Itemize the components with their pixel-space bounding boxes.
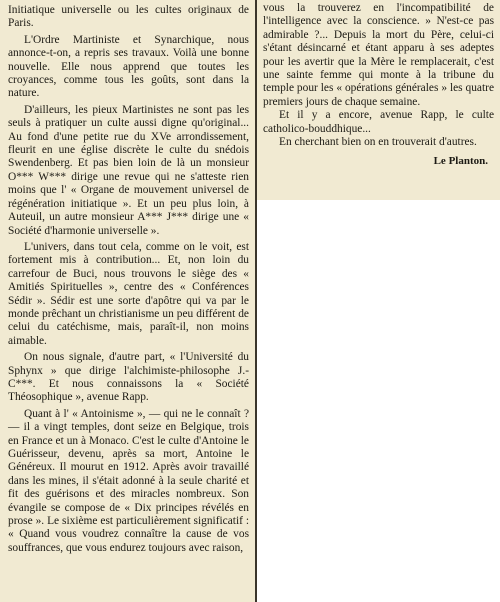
paragraph-other-cults: D'ailleurs, les pieux Martinistes ne sont pas les seuls à pratiquer un culte aussi digne qu'original... Au fond d'une petite rue du XVe arrondissement, fleurit en une église discrète le culte du snédois Swendenberg. Et pas bien loin de là un monsieur O*** W*** dirige une revue qui ne s'atteste rien moins que l' « Organe de mouvement universel de régénération initiatique ». Et un peu plus loin, à Auteuil, un autre monsieur A*** J*** dirige une « Société d'harmonie universelle ». xyxy=(8,103,249,237)
paragraph-antoinism-continuation: vous la trouverez en l'incompatibilité de l'intelligence avec la conscience. » N'est-ce pas admirable ?... Depuis la mort du Père, celui-ci s'étant désincarné et étant apparu à ses adeptes pour les avertir que la Mère le remplacerait, c'est une sainte femme qui monte à la tribune du temple pour les « opérations générales » les quatre premiers jours de chaque semaine. xyxy=(263,2,494,108)
author-signature: Le Planton. xyxy=(433,155,488,168)
right-column xyxy=(257,0,500,200)
paragraph-closing: En cherchant bien on en trouverait d'autres. xyxy=(279,136,477,149)
paragraph-intro-continuation: Initiatique universelle ou les cultes originaux de Paris. xyxy=(8,4,249,30)
paragraph-sphynx: On nous signale, d'autre part, « l'Université du Sphynx » que dirige l'alchimiste-philosophe J.-C***. Et nous connaissons la « Société Théosophique », avenue Rapp. xyxy=(8,351,249,404)
paragraph-martinist-order: L'Ordre Martiniste et Synarchique, nous annonce-t-on, a repris ses travaux. Voilà une bonne nouvelle. Elle nous apprend que toutes les croyances, comme tous les goûts, sont dans la nature. xyxy=(8,33,249,100)
paragraph-universe: L'univers, dans tout cela, comme on le voit, est fortement mis à contribution... Et, non loin du carrefour de Buci, nous trouvons le siège des « Amitiés Spirituelles », centre des « Conférences Sédir ». Sédir est une sorte d'apôtre qui va par le monde prêchant un christianisme un peu différent de celui du catéchisme, mais, paraît-il, non moins aimable. xyxy=(8,240,249,347)
paragraph-avenue-rapp: Et il y a encore, avenue Rapp, le culte catholico-bouddhique... xyxy=(263,109,494,135)
paragraph-antoinism: Quant à l' « Antoinisme », — qui ne le connaît ? — il a vingt temples, dont seize en Belgique, trois en France et un à Monaco. C'est le culte d'Antoine le Guérisseur, devenu, après sa mort, Antoine le Généreux. Il mourut en 1912. Après avoir travaillé dans les mines, il s'était adonné à la seule charité et fit des guérisons et des miracles nombreux. Son évangile se compose de « Dix principes révélés en prose ». Le sixième est particulièrement significatif : « Quand vous voudrez connaître la cause de vos souffrances, que vous endurez toujours avec raison, xyxy=(8,407,249,554)
